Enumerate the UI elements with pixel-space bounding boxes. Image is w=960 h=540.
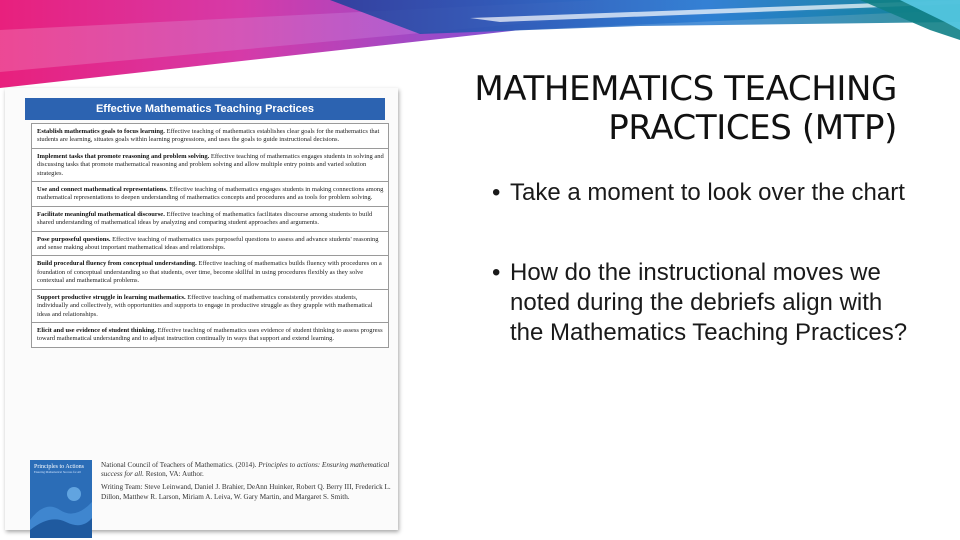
practice-title: Support productive struggle in learning mathematics. [37, 293, 186, 301]
citation-line2: Reston, VA: Author. [145, 470, 204, 479]
practice-row [32, 182, 388, 207]
practice-row [32, 207, 388, 232]
practice-row [32, 124, 388, 149]
practice-text: Effective teaching of mathematics engages students in solving and discussing tasks that promote mathematical reasoning and problem solving and allow multiple entry points and varied solution strategies. [37, 152, 384, 177]
practice-title: Build procedural fluency from conceptual understanding. [37, 260, 197, 268]
practice-row [32, 232, 388, 257]
cover-title: Principles to Actions [34, 464, 84, 470]
cover-subtitle: Ensuring Mathematical Success for All [34, 470, 81, 474]
practice-text: Effective teaching of mathematics uses evidence of student thinking to assess progress toward mathematical understanding and to adjust instruction continually in ways that support and extend learning. [37, 326, 383, 343]
practice-title: Elicit and use evidence of student thinking. [37, 326, 157, 334]
practice-row [32, 290, 388, 323]
practice-row [32, 323, 388, 348]
practice-title: Use and connect mathematical representations. [37, 186, 168, 194]
practice-title: Implement tasks that promote reasoning and problem solving. [37, 152, 210, 160]
practices-table [31, 123, 389, 348]
practice-row [32, 149, 388, 182]
practice-text: Effective teaching of mathematics establishes clear goals for the mathematics that students are learning, situates goals within learning progressions, and uses the goals to guide instructional decisions. [37, 128, 380, 144]
citation [101, 461, 391, 506]
practice-title: Facilitate meaningful mathematical discourse. [37, 210, 165, 218]
book-cover-thumbnail [30, 460, 92, 538]
citation-team: Writing Team: Steve Leinwand, Daniel J. Brahier, DeAnn Huinker, Robert Q. Berry III, Frederick L. Dillon, Matthew R. Larson, Miriam A. Leiva, W. Gary Martin, and Margaret S. Smith. [101, 483, 391, 501]
practice-row [32, 256, 388, 289]
slide-title [385, 70, 897, 148]
practice-title: Pose purposeful questions. [37, 235, 111, 243]
practice-text: Effective teaching of mathematics consistently provides students, individually and collectively, with opportunities and supports to engage in productive struggle as they grapple with mathematical ideas and relationships. [37, 293, 373, 318]
practice-title: Establish mathematics goals to focus learning. [37, 128, 165, 135]
bullet-item: • Take a moment to look over the chart [492, 178, 922, 208]
practice-text: Effective teaching of mathematics engages students in making connections among mathematical representations to deepen understanding of mathematics concepts and procedures and as tools for problem solving. [37, 186, 384, 202]
practice-text: Effective teaching of mathematics builds fluency with procedures on a foundation of conceptual understanding so that students, over time, become skillful in using procedures flexibly as they solve contextual and mathematical problems. [37, 260, 382, 285]
cover-artwork [30, 480, 92, 538]
bullet-list [492, 178, 922, 398]
practice-text: Effective teaching of mathematics uses purposeful questions to assess and advance students' reasoning and sense making about important mathematical ideas and relationships. [37, 235, 379, 252]
document-heading: Effective Mathematics Teaching Practices [25, 98, 385, 120]
practices-document-image [5, 88, 398, 530]
slide-title-line2: PRACTICES (MTP) [608, 108, 897, 148]
practice-text: Effective teaching of mathematics facilitates discourse among students to build shared understanding of mathematical ideas by analyzing and comparing student approaches and arguments. [37, 210, 373, 227]
citation-line1: National Council of Teachers of Mathematics. (2014). [101, 461, 257, 469]
bullet-item: • How do the instructional moves we noted during the debriefs align with the Mathematics Teaching Practices? [492, 258, 922, 348]
citation-book-title: Principles to actions: Ensuring mathematical success for all. [101, 461, 390, 479]
slide-title-line1: MATHEMATICS TEACHING [474, 69, 897, 109]
